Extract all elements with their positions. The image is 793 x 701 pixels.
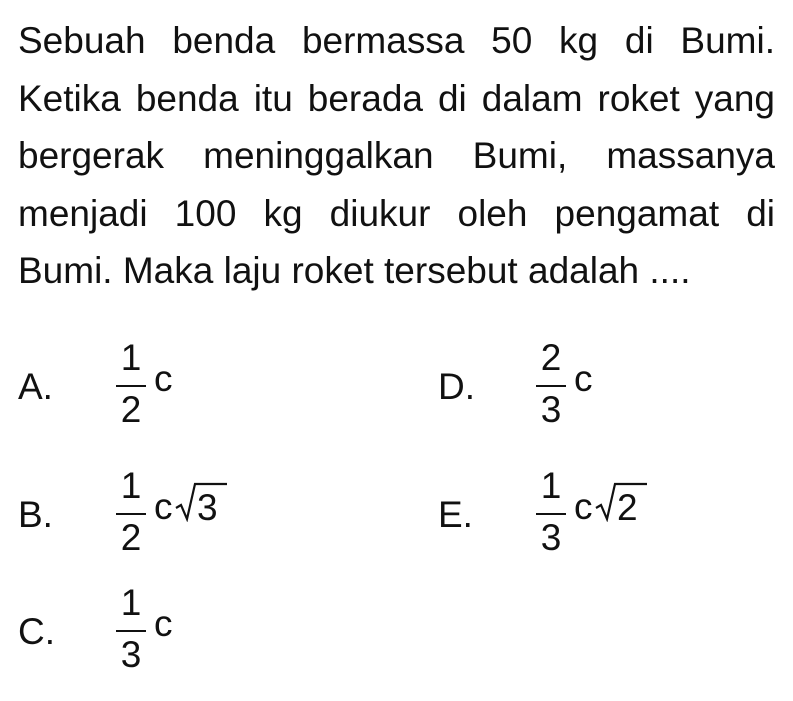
question-text: Sebuah benda bermassa 50 kg di Bumi. Ketika benda itu berada di dalam roket yang bergerak meninggalkan Bumi, massanya menjadi 100 kg diukur oleh pengamat di Bumi. Maka laju roket tersebut adalah .... bbox=[18, 20, 775, 291]
fraction-bar bbox=[116, 385, 146, 387]
fraction-bar bbox=[536, 385, 566, 387]
radicand: 3 bbox=[197, 487, 218, 528]
square-root bbox=[175, 482, 227, 528]
fraction bbox=[116, 466, 146, 566]
fraction bbox=[116, 338, 146, 438]
speed-of-light-symbol: c bbox=[154, 603, 173, 644]
option-letter: C. bbox=[18, 611, 55, 652]
fraction-bar bbox=[536, 513, 566, 515]
fraction-denominator: 2 bbox=[120, 389, 142, 430]
fraction-denominator: 3 bbox=[120, 634, 142, 675]
fraction-denominator: 3 bbox=[540, 389, 562, 430]
speed-of-light-symbol: c bbox=[154, 358, 173, 399]
option-letter: B. bbox=[18, 494, 53, 535]
option-letter: D. bbox=[438, 366, 475, 407]
radicand: 2 bbox=[617, 487, 638, 528]
fraction-numerator: 1 bbox=[120, 465, 142, 506]
fraction-denominator: 3 bbox=[540, 517, 562, 558]
fraction-bar bbox=[116, 513, 146, 515]
speed-of-light-symbol: c bbox=[574, 358, 593, 399]
speed-of-light-symbol: c bbox=[574, 486, 593, 527]
fraction-numerator: 2 bbox=[540, 337, 562, 378]
speed-of-light-symbol: c bbox=[154, 486, 173, 527]
fraction bbox=[536, 466, 566, 566]
square-root bbox=[595, 482, 647, 528]
fraction-bar bbox=[116, 630, 146, 632]
fraction bbox=[116, 583, 146, 683]
fraction-numerator: 1 bbox=[120, 582, 142, 623]
fraction-numerator: 1 bbox=[120, 337, 142, 378]
fraction-denominator: 2 bbox=[120, 517, 142, 558]
fraction bbox=[536, 338, 566, 438]
fraction-numerator: 1 bbox=[540, 465, 562, 506]
option-letter: E. bbox=[438, 494, 473, 535]
option-letter: A. bbox=[18, 366, 53, 407]
